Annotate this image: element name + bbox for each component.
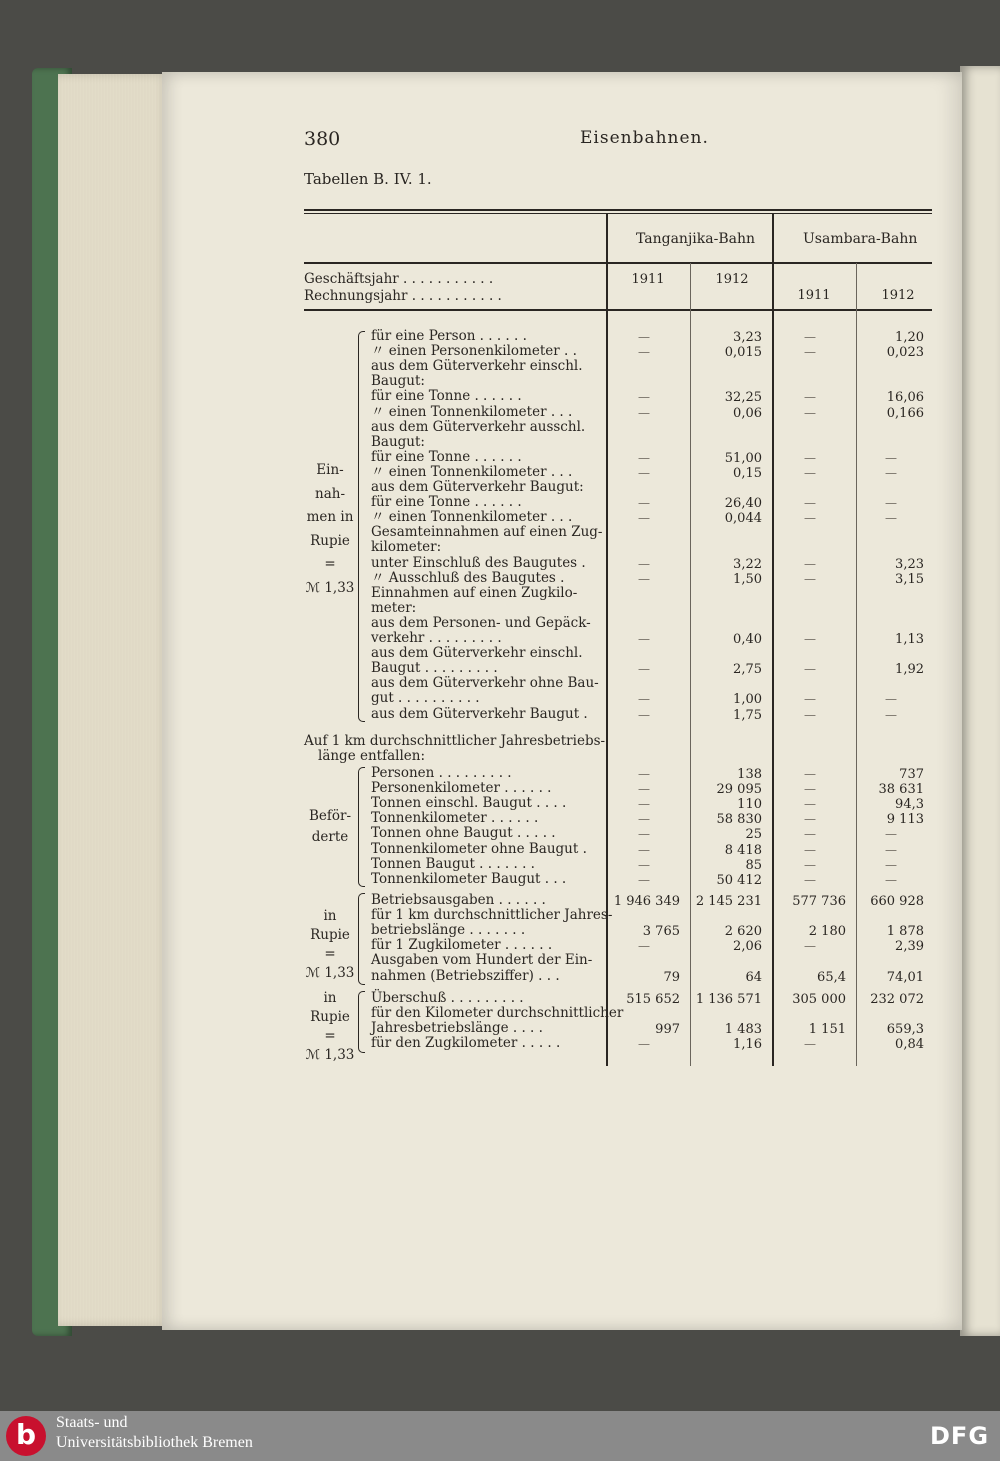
cell-t1: 3 765	[642, 924, 680, 940]
cell-u2: 1,13	[895, 632, 924, 647]
cell-u1: —	[804, 450, 816, 465]
cell-t2: 25	[745, 827, 762, 843]
cell-u1: —	[804, 857, 816, 872]
cell-u1: —	[804, 662, 816, 677]
year-t2: 1912	[715, 272, 749, 287]
row-label: aus dem Güterverkehr Baugut .	[371, 705, 588, 722]
row-label: für den Zugkilometer . . . . .	[371, 1035, 561, 1052]
cell-t1: —	[638, 330, 650, 344]
cell-u1: —	[804, 330, 816, 344]
cell-u2: 74,01	[886, 969, 924, 985]
side-label-line: Rupie	[310, 532, 350, 549]
cell-u2: —	[885, 857, 897, 872]
cell-u1: 65,4	[817, 969, 846, 985]
cell-u1: —	[804, 632, 816, 646]
cell-t2: 58 830	[716, 812, 762, 828]
side-label-line: in	[323, 908, 337, 924]
row-label: Personenkilometer . . . . . .	[371, 780, 552, 797]
cell-t1: —	[638, 465, 650, 480]
row-label: Einnahmen auf einen Zugkilo-	[371, 584, 578, 601]
cell-u2: 1 878	[886, 924, 924, 940]
row-label: für den Kilometer durchschnittlicher	[371, 1005, 624, 1022]
cell-u1: —	[804, 767, 816, 781]
row-label: meter:	[371, 599, 417, 616]
km-heading-line: Auf 1 km durchschnittlicher Jahresbetriebs-	[304, 733, 606, 749]
cell-t2: 3,22	[733, 556, 762, 572]
cell-u1: —	[804, 465, 816, 480]
cell-t2: 29 095	[716, 782, 762, 798]
cell-u2: —	[885, 872, 897, 887]
cell-t2: 138	[737, 767, 762, 782]
cell-u2: —	[885, 692, 897, 707]
column-header-rule	[304, 262, 932, 264]
cell-t2: 110	[737, 797, 762, 813]
cell-t1: 1 946 349	[613, 894, 680, 909]
cell-t1: —	[638, 1037, 650, 1052]
side-label-line: in	[323, 990, 337, 1006]
cell-u1: —	[804, 1037, 816, 1052]
cell-u1: 1 151	[808, 1022, 846, 1038]
side-label-line: =	[324, 1028, 336, 1044]
cell-t2: 2 145 231	[695, 894, 762, 909]
cell-u1: —	[804, 556, 816, 571]
cell-t2: 2 620	[724, 924, 762, 940]
book-page	[162, 72, 962, 1330]
facing-page-edge	[960, 66, 1000, 1336]
cell-t1: —	[638, 632, 650, 646]
cell-u1: —	[804, 345, 816, 360]
cell-u2: 0,166	[886, 405, 924, 421]
row-label: Betriebsausgaben . . . . . .	[371, 892, 546, 908]
row-label: 〃 einen Tonnenkilometer . . .	[371, 509, 573, 526]
column-header-tanganjika: Tanganjika-Bahn	[636, 231, 755, 247]
side-label-line: =	[324, 946, 336, 962]
cell-t2: 1,16	[733, 1037, 762, 1053]
cell-t2: 0,15	[733, 465, 762, 481]
cell-u1: —	[804, 827, 816, 842]
cell-u1: —	[804, 797, 816, 812]
running-head: Eisenbahnen.	[580, 128, 709, 148]
cell-u1: —	[804, 939, 816, 954]
cell-t1: —	[638, 707, 650, 722]
library-logo[interactable]: b	[6, 1416, 46, 1456]
cell-u2: —	[885, 496, 897, 511]
label-geschaeftsjahr: Geschäftsjahr . . . . . . . . . . .	[304, 271, 494, 287]
cell-u2: 1,92	[895, 662, 924, 678]
cell-t2: 51,00	[724, 450, 762, 466]
cell-t2: 8 418	[724, 842, 762, 858]
cell-t1: 515 652	[626, 992, 680, 1007]
cell-t1: 997	[655, 1022, 680, 1038]
cell-t1: —	[638, 797, 650, 812]
row-label: für 1 Zugkilometer . . . . . .	[371, 937, 553, 954]
cell-t1: —	[638, 511, 650, 526]
cell-t2: 1 483	[724, 1022, 762, 1038]
row-label: nahmen (Betriebsziffer) . . .	[371, 967, 560, 984]
row-label: Überschuß . . . . . . . . .	[371, 990, 524, 1006]
cell-u2: 38 631	[878, 782, 924, 798]
side-label-line: Rupie	[310, 927, 350, 943]
row-label: für eine Tonne . . . . . .	[371, 388, 522, 405]
cell-t2: 32,25	[724, 390, 762, 406]
page-number: 380	[304, 128, 341, 150]
cell-t2: 3,23	[733, 330, 762, 345]
cell-t1: —	[638, 842, 650, 857]
library-name-line2: Universitätsbibliothek Bremen	[56, 1434, 253, 1451]
row-label: aus dem Güterverkehr einschl.	[371, 358, 583, 375]
cell-u2: 9 113	[886, 812, 924, 828]
cell-t1: —	[638, 390, 650, 405]
cell-u2: 0,84	[895, 1037, 924, 1053]
cell-u2: 2,39	[895, 939, 924, 955]
cell-u2: —	[885, 511, 897, 526]
cell-u1: —	[804, 496, 816, 511]
cell-t1: —	[638, 857, 650, 872]
cell-u2: 3,23	[895, 556, 924, 572]
cell-u2: 16,06	[886, 390, 924, 406]
cell-u2: 737	[899, 767, 924, 782]
side-label-line: Ein-	[316, 462, 344, 478]
cell-t1: —	[638, 782, 650, 797]
cell-u2: 94,3	[895, 797, 924, 813]
row-label: aus dem Personen- und Gepäck-	[371, 614, 591, 631]
row-label: 〃 einen Personenkilometer . .	[371, 343, 577, 360]
table-top-rule	[304, 209, 932, 211]
row-label: Gesamteinnahmen auf einen Zug-	[371, 524, 603, 541]
year-t1: 1911	[631, 272, 665, 287]
row-label: Baugut . . . . . . . . .	[371, 660, 498, 677]
cell-t1: —	[638, 345, 650, 360]
cell-t2: 2,75	[733, 662, 762, 678]
cell-t1: —	[638, 767, 650, 781]
row-label: aus dem Güterverkehr ohne Bau-	[371, 675, 599, 692]
table-top-rule-thin	[304, 213, 932, 214]
cell-u2: 3,15	[895, 571, 924, 587]
cell-t2: 85	[745, 857, 762, 873]
cell-u2: 659,3	[886, 1022, 924, 1038]
row-label: Tonnenkilometer ohne Baugut .	[371, 840, 587, 857]
side-label-line: derte	[311, 829, 349, 845]
label-rechnungsjahr: Rechnungsjahr . . . . . . . . . . .	[304, 288, 502, 304]
brace-befoerderte	[358, 767, 365, 887]
cell-t2: 1,75	[733, 707, 762, 723]
year-u2: 1912	[881, 288, 915, 303]
cell-u1: —	[804, 812, 816, 827]
cell-t2: 1,50	[733, 571, 762, 587]
row-label: 〃 Ausschluß des Baugutes .	[371, 569, 565, 586]
cell-u1: —	[804, 511, 816, 526]
cell-t1: —	[638, 692, 650, 707]
cell-u1: 2 180	[808, 924, 846, 940]
row-label: für eine Tonne . . . . . .	[371, 448, 522, 465]
library-name-line1: Staats- und	[56, 1414, 128, 1431]
row-label: aus dem Güterverkehr Baugut:	[371, 479, 584, 495]
cell-u2: —	[885, 842, 897, 857]
cell-t1: —	[638, 662, 650, 677]
side-label-line: ℳ 1,33	[305, 579, 355, 596]
row-label: Tonnen Baugut . . . . . . .	[371, 855, 535, 872]
side-label-line: Rupie	[310, 1009, 350, 1025]
cell-u2: —	[885, 827, 897, 842]
row-label: Ausgaben vom Hundert der Ein-	[371, 952, 593, 969]
cell-u2: 0,023	[886, 345, 924, 361]
side-label-line: =	[324, 556, 336, 572]
year-u1: 1911	[797, 288, 831, 303]
cell-u1: —	[804, 692, 816, 707]
cell-t2: 0,044	[724, 511, 762, 527]
cell-t2: 2,06	[733, 939, 762, 955]
row-label: Personen . . . . . . . . .	[371, 765, 512, 781]
cell-t2: 1 136 571	[695, 992, 762, 1007]
row-label: 〃 einen Tonnenkilometer . . .	[371, 403, 573, 420]
row-label: Tonnen ohne Baugut . . . . .	[371, 825, 556, 842]
column-divider-2	[690, 263, 691, 1066]
row-label: Jahresbetriebslänge . . . .	[371, 1020, 543, 1037]
cell-u2: 1,20	[895, 330, 924, 345]
cell-t2: 50 412	[716, 872, 762, 888]
row-label: gut . . . . . . . . . .	[371, 690, 480, 707]
side-label-line: ℳ 1,33	[305, 1047, 355, 1063]
cell-u2: —	[885, 465, 897, 480]
cell-u1: —	[804, 405, 816, 420]
row-label: Tonnenkilometer Baugut . . .	[371, 870, 567, 887]
cell-u2: —	[885, 450, 897, 465]
row-label: Baugut:	[371, 433, 425, 450]
row-label: für eine Person . . . . . .	[371, 328, 527, 344]
cell-t1: 79	[663, 969, 680, 985]
row-label: für eine Tonne . . . . . .	[371, 494, 522, 511]
row-label: aus dem Güterverkehr einschl.	[371, 645, 583, 662]
row-label: Tonnen einschl. Baugut . . . .	[371, 795, 567, 812]
column-divider-4	[856, 263, 857, 1066]
row-label: kilometer:	[371, 539, 442, 556]
cell-u2: 660 928	[870, 894, 924, 909]
row-label: aus dem Güterverkehr ausschl.	[371, 418, 586, 435]
side-label-line: men in	[306, 509, 354, 525]
cell-u2: 232 072	[870, 992, 924, 1007]
cell-u1: —	[804, 707, 816, 722]
cell-u1: —	[804, 782, 816, 797]
cell-t1: —	[638, 939, 650, 954]
km-heading-line: länge entfallen:	[318, 748, 426, 764]
cell-t1: —	[638, 812, 650, 827]
row-label: für 1 km durchschnittlicher Jahres-	[371, 907, 613, 924]
cell-t1: —	[638, 571, 650, 586]
cell-t2: 0,015	[724, 345, 762, 361]
cell-t2: 26,40	[724, 496, 762, 512]
table-caption: Tabellen B. IV. 1.	[304, 170, 432, 188]
cell-t2: 0,40	[733, 632, 762, 647]
cell-t1: —	[638, 496, 650, 511]
dfg-logo[interactable]: DFG	[930, 1422, 990, 1450]
cell-u1: —	[804, 872, 816, 887]
cell-t1: —	[638, 450, 650, 465]
cell-u1: —	[804, 571, 816, 586]
row-label: Baugut:	[371, 373, 425, 390]
cell-u1: 577 736	[792, 894, 846, 909]
year-row-rule	[304, 309, 932, 311]
cell-t2: 64	[745, 969, 762, 985]
cell-t2: 1,00	[733, 692, 762, 708]
cell-t1: —	[638, 405, 650, 420]
side-label-line: Beför-	[308, 808, 352, 824]
cell-t1: —	[638, 872, 650, 887]
row-label: Tonnenkilometer . . . . . .	[371, 810, 539, 827]
row-label: unter Einschluß des Baugutes .	[371, 554, 586, 571]
cell-u1: 305 000	[792, 992, 846, 1007]
cell-t1: —	[638, 556, 650, 571]
cell-u2: —	[885, 707, 897, 722]
brace-einnahmen	[358, 331, 365, 722]
cell-t1: —	[638, 827, 650, 842]
side-label-line: nah-	[315, 485, 345, 502]
cell-u1: —	[804, 842, 816, 857]
row-label: 〃 einen Tonnenkilometer . . .	[371, 463, 573, 480]
row-label: verkehr . . . . . . . . .	[371, 630, 502, 646]
cell-t2: 0,06	[733, 405, 762, 421]
column-header-usambara: Usambara-Bahn	[803, 231, 918, 247]
page-edges	[58, 74, 170, 1326]
row-label: betriebslänge . . . . . . .	[371, 922, 526, 939]
side-label-line: ℳ 1,33	[305, 965, 355, 981]
cell-u1: —	[804, 390, 816, 405]
